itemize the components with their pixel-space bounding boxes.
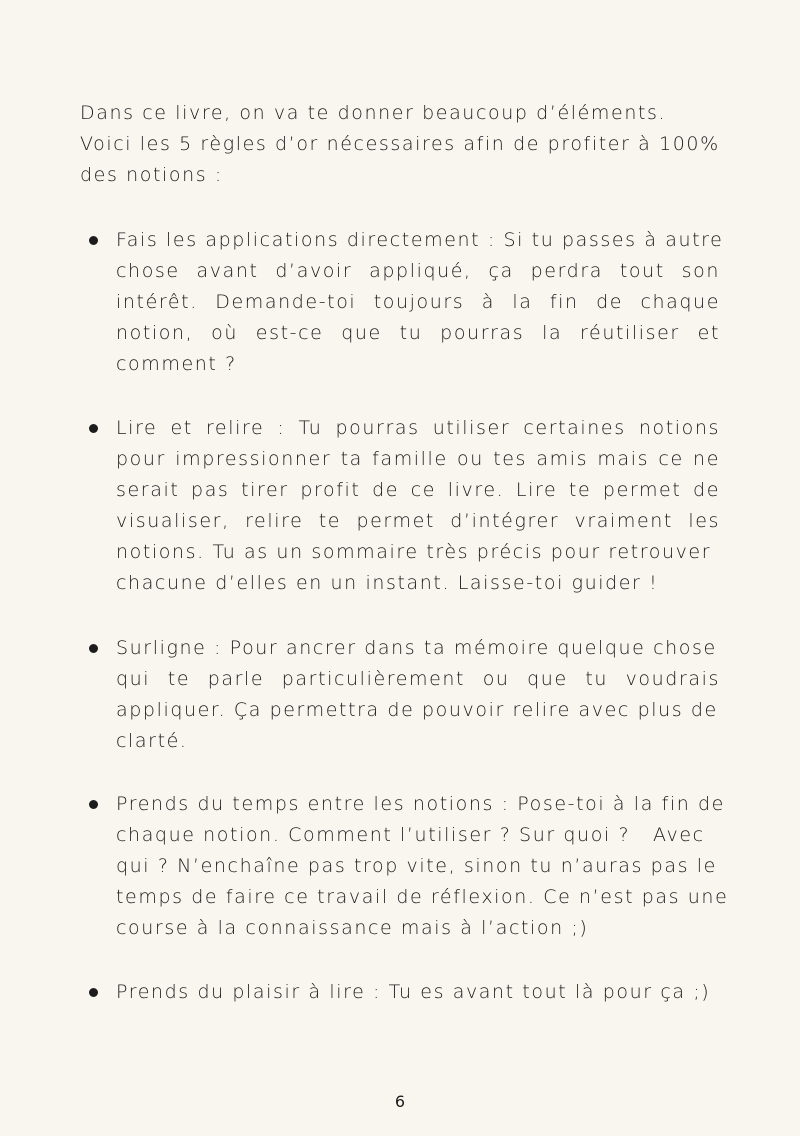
rule-line: serait pas tirer profit de ce livre. Lire te permet de: [116, 479, 720, 501]
rule-line: Lire et relire : Tu pourras utiliser certaines notions: [116, 417, 720, 439]
rule-line: Prends du temps entre les notions : Pose-toi à la fin de: [116, 793, 725, 815]
rule-line: Fais les applications directement : Si tu passes à autre: [116, 229, 724, 251]
page-number: 6: [394, 1092, 406, 1111]
rule-line: comment ?: [116, 353, 237, 375]
rule-line: visualiser, relire te permet d’intégrer vraiment les: [116, 510, 720, 532]
rule-line: chaque notion. Comment l’utiliser ? Sur quoi ? Avec: [116, 824, 705, 846]
rule-line: appliquer. Ça permettra de pouvoir relire avec plus de: [116, 699, 718, 721]
bullet-icon: [89, 988, 98, 997]
rule-line: Prends du plaisir à lire : Tu es avant tout là pour ça ;): [116, 981, 711, 1003]
bullet-icon: [89, 236, 98, 245]
rule-text: [116, 225, 724, 380]
rule-line: chacune d’elles en un instant. Laisse-toi guider !: [116, 572, 659, 594]
rule-line: notion, où est-ce que tu pourras la réutiliser et: [116, 322, 720, 344]
rule-text: [116, 633, 720, 757]
rule-line: intérêt. Demande-toi toujours à la fin de chaque: [116, 291, 720, 313]
intro-line: Dans ce livre, on va te donner beaucoup d’éléments.: [80, 102, 667, 124]
intro-line: Voici les 5 règles d’or nécessaires afin de profiter à 100%: [80, 133, 720, 155]
rule-line: pour impressionner ta famille ou tes amis mais ce ne: [116, 448, 720, 470]
rule-line: temps de faire ce travail de réflexion. Ce n’est pas une: [116, 886, 729, 908]
rule-line: qui ? N’enchaîne pas trop vite, sinon tu n’auras pas le: [116, 855, 717, 877]
rule-line: course à la connaissance mais à l’action ;): [116, 917, 589, 939]
rule-text: [116, 789, 729, 944]
rule-line: Surligne : Pour ancrer dans ta mémoire quelque chose: [116, 637, 717, 659]
rule-text: [116, 977, 720, 1008]
rule-line: notions. Tu as un sommaire très précis pour retrouver: [116, 541, 712, 563]
rule-line: chose avant d’avoir appliqué, ça perdra tout son: [116, 260, 720, 282]
rule-line: qui te parle particulièrement ou que tu voudrais: [116, 668, 720, 690]
intro-paragraph: [80, 98, 720, 191]
bullet-icon: [89, 644, 98, 653]
rule-text: [116, 413, 720, 599]
intro-line: des notions :: [80, 164, 223, 186]
rule-line: clarté.: [116, 730, 188, 752]
bullet-icon: [89, 800, 98, 809]
bullet-icon: [89, 424, 98, 433]
